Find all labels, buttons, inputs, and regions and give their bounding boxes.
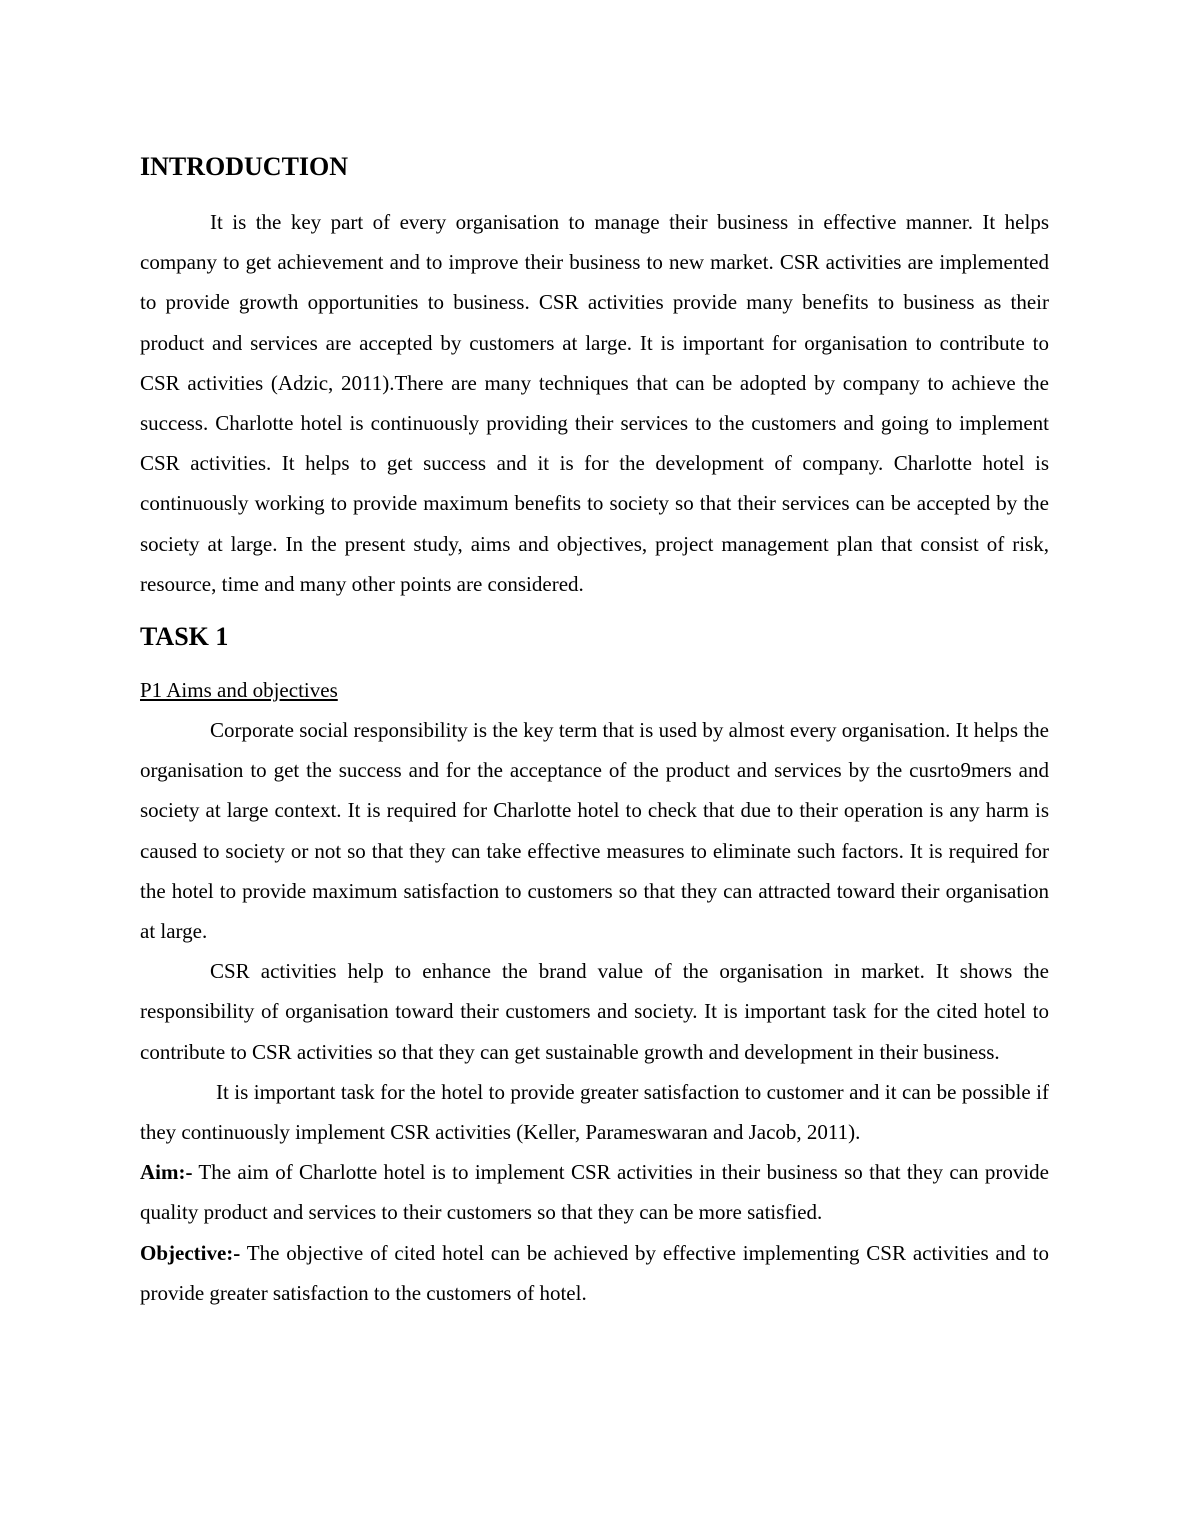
objective-paragraph: [140, 1233, 1049, 1313]
aim-paragraph: [140, 1152, 1049, 1232]
aim-label: Aim:-: [140, 1160, 193, 1185]
aim-text: The aim of Charlotte hotel is to implement CSR activities in their business so that they can provide quality product and services to their customers so that they can be more satisfied.: [140, 1160, 1049, 1225]
task-1-heading: TASK 1: [140, 622, 229, 652]
objective-label: Objective:-: [140, 1240, 241, 1265]
introduction-heading: INTRODUCTION: [140, 152, 349, 181]
aims-objectives-subheading: P1 Aims and objectives: [140, 678, 338, 703]
body-paragraph-2: CSR activities help to enhance the brand value of the organisation in market. It shows the responsibility of organisation toward their customers and society. It is important task for the cited hotel to contribute to CSR activities so that they can get sustainable growth and development in their business.: [140, 959, 1049, 1064]
body-paragraph-3: It is important task for the hotel to provide greater satisfaction to customer and it can be possible if they continuously implement CSR activities (Keller, Parameswaran and Jacob, 2011).: [140, 1079, 1049, 1145]
document-page: [140, 148, 1049, 1313]
introduction-paragraph: It is the key part of every organisation to manage their business in effective manner. It helps company to get achievement and to improve their business to new market. CSR activities are implemented to provide growth opportunities to business. CSR activities provide many benefits to business as their product and services are accepted by customers at large. It is important for organisation to contribute to CSR activities (Adzic, 2011).There are many techniques that can be adopted by company to achieve the success. Charlotte hotel is continuously providing their services to the customers and going to implement CSR activities. It helps to get success and it is for the development of company. Charlotte hotel is continuously working to provide maximum benefits to society so that their services can be accepted by the society at large. In the present study, aims and objectives, project management plan that consist of risk, resource, time and many other points are considered.: [140, 210, 1049, 596]
objective-text: The objective of cited hotel can be achieved by effective implementing CSR activities and to provide greater satisfaction to the customers of hotel.: [140, 1240, 1049, 1305]
body-paragraph-1: Corporate social responsibility is the key term that is used by almost every organisation. It helps the organisation to get the success and for the acceptance of the product and services by the cusrto9mers and society at large context. It is required for Charlotte hotel to check that due to their operation is any harm is caused to society or not so that they can take effective measures to eliminate such factors. It is required for the hotel to provide maximum satisfaction to customers so that they can attracted toward their organisation at large.: [140, 718, 1049, 944]
